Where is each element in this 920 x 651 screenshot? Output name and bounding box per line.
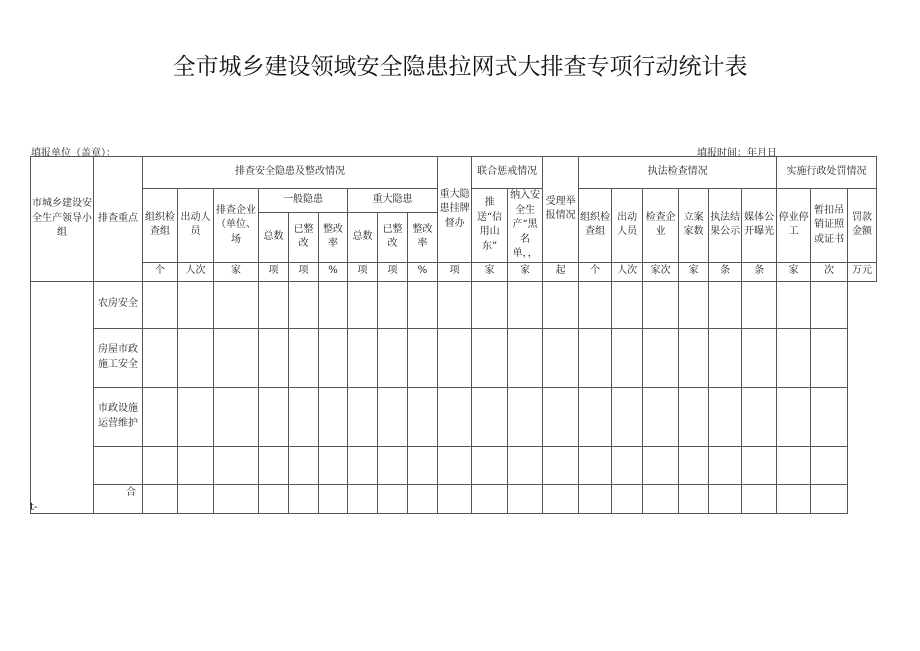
unit-cell: 项 — [348, 262, 378, 281]
table-row — [31, 328, 877, 387]
table-row — [31, 446, 877, 484]
header-major-list: 重大隐患挂牌督办 — [438, 157, 472, 263]
header-companies: 排查企业（单位、场 — [214, 189, 259, 263]
header-e-orgs: 组织检查组 — [579, 189, 612, 263]
header-leader-group: 市城乡建设安全生产领导小组 — [31, 157, 94, 282]
unit-cell: 条 — [709, 262, 742, 281]
header-media: 媒体公开曝光 — [742, 189, 777, 263]
unit-cell: 个 — [143, 262, 178, 281]
header-suspend: 停业停工 — [777, 189, 811, 263]
unit-cell: 次 — [811, 262, 848, 281]
header-group-hazard: 排查安全隐患及整改情况 — [143, 157, 438, 189]
row-label: 市政设施运营维护 — [94, 387, 143, 446]
unit-label: 填报单位（盖章）： — [31, 148, 116, 159]
header-group-admin: 实施行政处罚情况 — [777, 157, 877, 189]
total-he: 合 — [126, 486, 136, 498]
header-major: 重大隐患 — [348, 189, 438, 213]
unit-cell: 项 — [378, 262, 408, 281]
unit-cell: 条 — [742, 262, 777, 281]
header-revoke: 暂扣吊销证照或证书 — [811, 189, 848, 263]
header-cases: 立案家数 — [679, 189, 709, 263]
page-title: 全市城乡建设领域安全隐患拉网式大排查专项行动统计表 — [172, 54, 748, 80]
header-group-joint: 联合惩戒情况 — [472, 157, 543, 189]
header-general-total: 总数 — [259, 213, 289, 262]
unit-cell: % — [408, 262, 438, 281]
table-row — [31, 387, 877, 446]
total-label-cell — [94, 484, 143, 513]
unit-cell: 项 — [289, 262, 319, 281]
header-major-rate: 整改率 — [408, 213, 438, 262]
leader-group-cell — [31, 281, 94, 513]
table-row — [31, 281, 877, 328]
unit-cell: % — [319, 262, 348, 281]
header-staff: 出动人员 — [178, 189, 214, 263]
header-blacklist: 纳入安全生产“黑名单，， — [508, 189, 543, 263]
unit-cell: 项 — [438, 262, 472, 281]
unit-cell: 人次 — [612, 262, 643, 281]
header-general: 一般隐患 — [259, 189, 348, 213]
unit-cell: 项 — [259, 262, 289, 281]
unit-cell: 个 — [579, 262, 612, 281]
unit-cell: 人次 — [178, 262, 214, 281]
header-focus: 排查重点 — [94, 157, 143, 282]
header-orgs: 组织检查组 — [143, 189, 178, 263]
header-e-staff: 出动人员 — [612, 189, 643, 263]
header-reports: 受理举报情况 — [543, 157, 579, 263]
unit-cell: 家 — [508, 262, 543, 281]
header-credit: 推送“信用山东” — [472, 189, 508, 263]
total-ji: t- — [30, 502, 38, 513]
row-label — [94, 446, 143, 484]
header-group-enforce: 执法检查情况 — [579, 157, 777, 189]
header-major-fixed: 已整改 — [378, 213, 408, 262]
row-label: 农房安全 — [94, 281, 143, 328]
date-label: 填报时间：年月日 — [697, 148, 777, 159]
header-general-fixed: 已整改 — [289, 213, 319, 262]
row-label: 房屋市政施工安全 — [94, 328, 143, 387]
unit-cell: 家 — [679, 262, 709, 281]
statistics-table — [30, 156, 877, 514]
header-publicized: 执法结果公示 — [709, 189, 742, 263]
header-major-total: 总数 — [348, 213, 378, 262]
unit-cell: 万元 — [848, 262, 877, 281]
unit-cell: 家次 — [643, 262, 679, 281]
unit-cell: 家 — [472, 262, 508, 281]
unit-cell: 家 — [777, 262, 811, 281]
total-row — [31, 484, 877, 513]
header-e-companies: 检查企业 — [643, 189, 679, 263]
unit-cell: 家 — [214, 262, 259, 281]
header-general-rate: 整改率 — [319, 213, 348, 262]
unit-cell: 起 — [543, 262, 579, 281]
header-fine: 罚款金额 — [848, 189, 877, 263]
